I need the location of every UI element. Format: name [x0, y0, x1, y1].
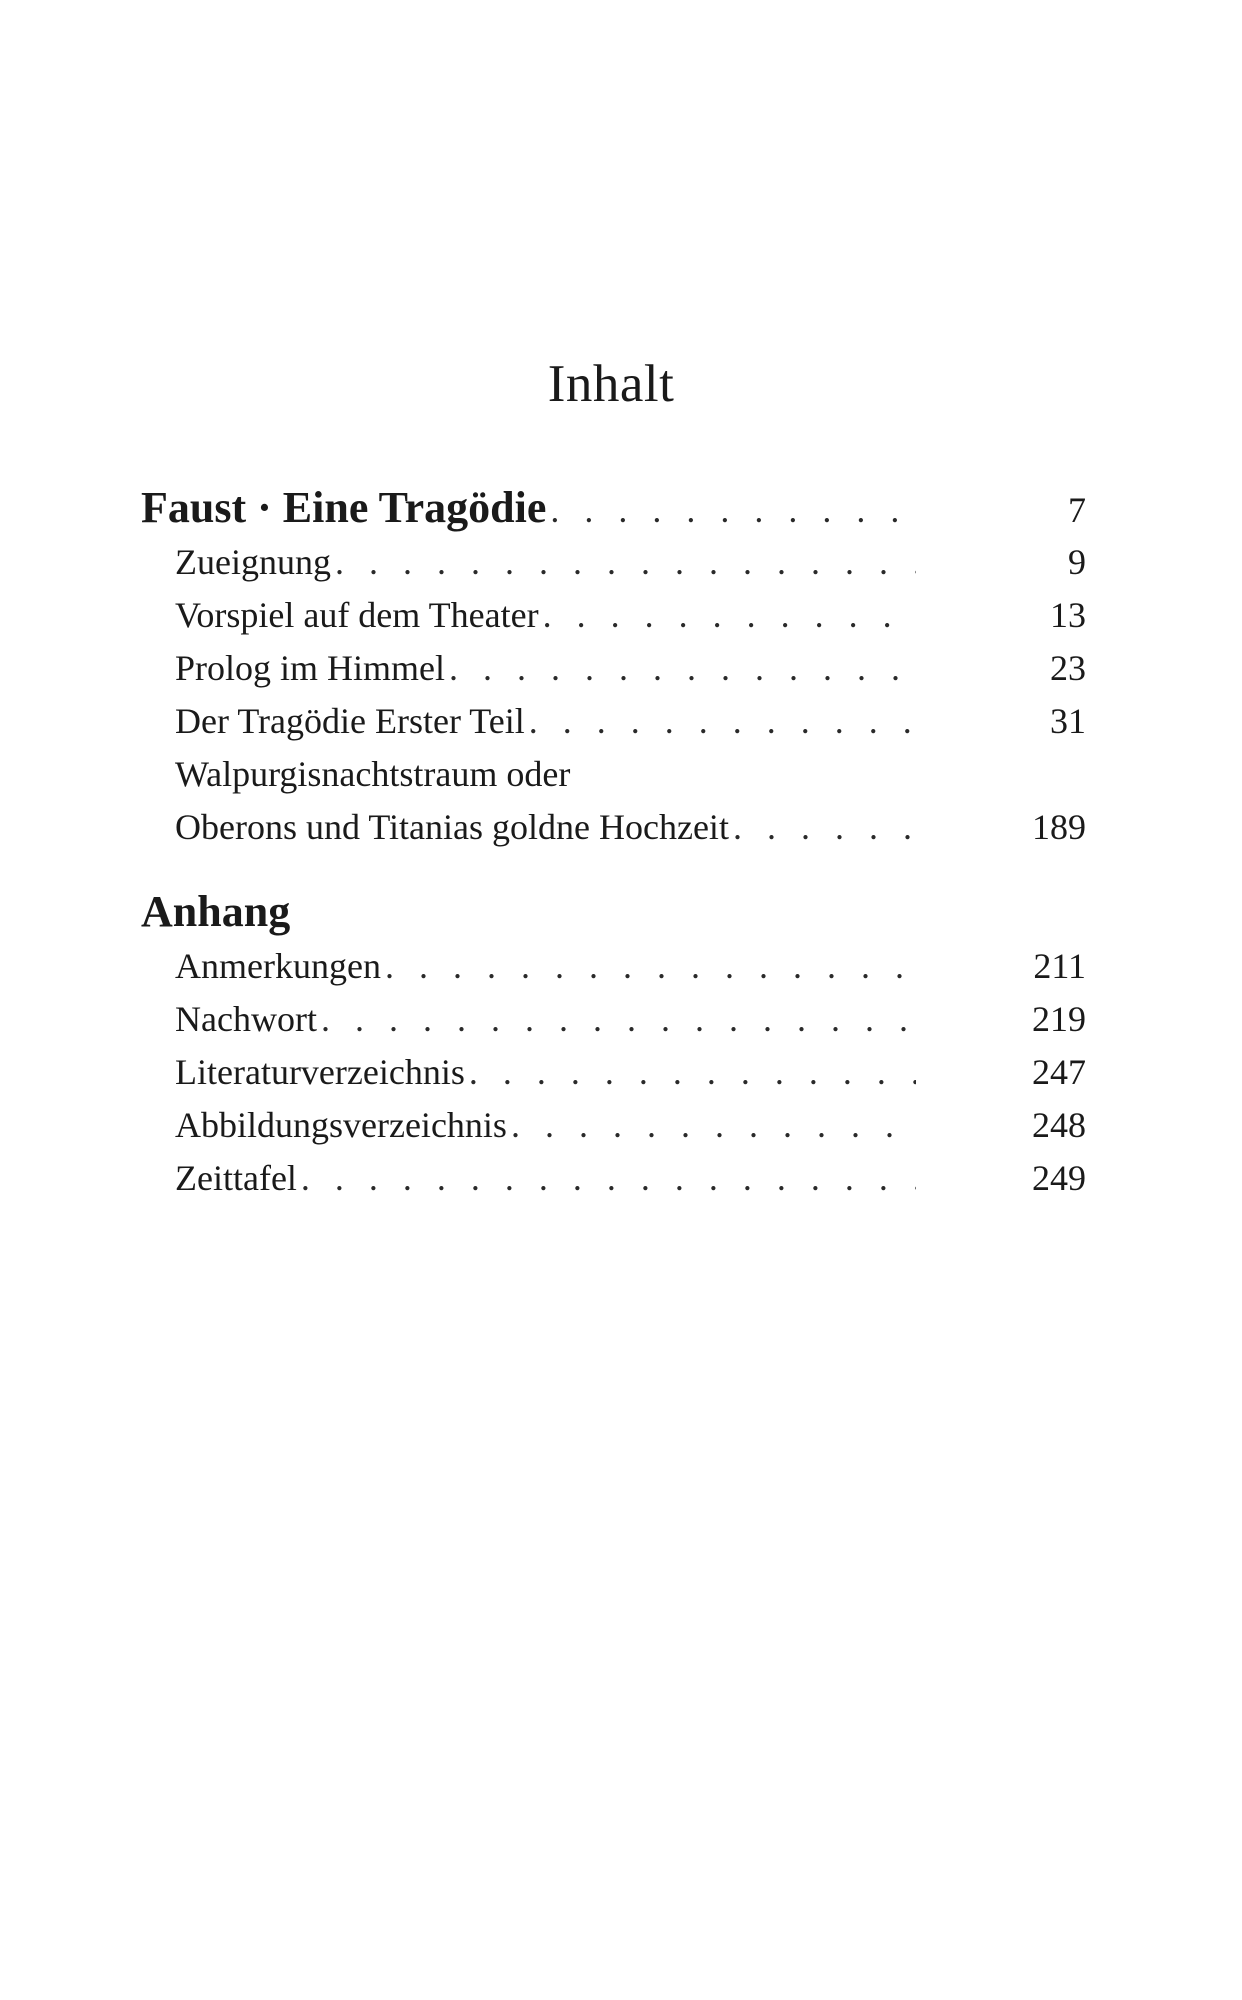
- toc-entry-zueignung[interactable]: [141, 536, 1086, 589]
- table-of-contents: [141, 480, 1086, 1205]
- dot-leader: [465, 1046, 916, 1099]
- dot-leader: [317, 993, 916, 1046]
- toc-page-number: 7: [1068, 490, 1086, 530]
- toc-entry-walpurgisnachtstraum[interactable]: [141, 748, 1086, 801]
- toc-entry-title: Zueignung: [175, 542, 331, 582]
- dot-leader: [729, 801, 916, 854]
- toc-page-number: 211: [1033, 946, 1086, 986]
- toc-section-anhang[interactable]: Anhang: [141, 887, 291, 936]
- toc-page-number: 248: [1032, 1105, 1086, 1145]
- toc-entry-title: Nachwort: [175, 999, 317, 1039]
- dot-leader: [546, 482, 916, 538]
- toc-entry-title: Der Tragödie Erster Teil: [175, 701, 525, 741]
- dot-leader: [507, 1099, 916, 1152]
- toc-entry-title: Abbildungsverzeichnis: [175, 1105, 507, 1145]
- dot-leader: [381, 940, 916, 993]
- toc-entry-vorspiel[interactable]: [141, 589, 1086, 642]
- toc-entry-nachwort[interactable]: [141, 993, 1086, 1046]
- dot-leader: [331, 536, 916, 589]
- toc-entry-erster-teil[interactable]: [141, 695, 1086, 748]
- toc-section-title: Faust · Eine Tragödie: [141, 483, 547, 532]
- toc-entry-title: Walpurgisnachtstraum oder: [175, 754, 571, 794]
- dot-leader: [445, 642, 916, 695]
- page-title: Inhalt: [547, 355, 675, 413]
- toc-page-number: 219: [1032, 999, 1086, 1039]
- toc-entry-title: Literaturverzeichnis: [175, 1052, 465, 1092]
- toc-page-number: 189: [1032, 807, 1086, 847]
- toc-entry-title: Oberons und Titanias goldne Hochzeit: [175, 807, 729, 847]
- toc-entry-anmerkungen[interactable]: [141, 940, 1086, 993]
- toc-entry-prolog[interactable]: [141, 642, 1086, 695]
- toc-entry-title: Anmerkungen: [175, 946, 381, 986]
- dot-leader: [297, 1152, 916, 1205]
- toc-page-number: 247: [1032, 1052, 1086, 1092]
- toc-entry-abbildungsverzeichnis[interactable]: [141, 1099, 1086, 1152]
- toc-entry-literaturverzeichnis[interactable]: [141, 1046, 1086, 1099]
- dot-leader: [525, 695, 916, 748]
- toc-entry-zeittafel[interactable]: [141, 1152, 1086, 1205]
- toc-entry-title: Zeittafel: [175, 1158, 297, 1198]
- toc-entry-title: Vorspiel auf dem Theater: [175, 595, 539, 635]
- toc-page-number: 9: [1068, 542, 1086, 582]
- toc-page-number: 31: [1050, 701, 1086, 741]
- toc-page-number: 13: [1050, 595, 1086, 635]
- toc-entry-oberons-hochzeit[interactable]: [141, 801, 1086, 854]
- toc-entry-title: Prolog im Himmel: [175, 648, 445, 688]
- toc-section-faust[interactable]: [141, 480, 1086, 536]
- dot-leader: [539, 589, 916, 642]
- toc-page-number: 23: [1050, 648, 1086, 688]
- toc-page-number: 249: [1032, 1158, 1086, 1198]
